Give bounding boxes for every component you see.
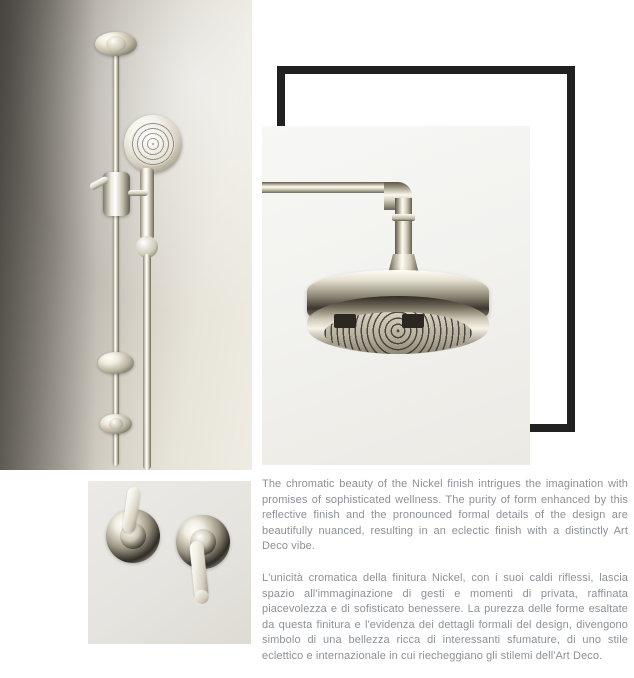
- rain-shower-head-photo: [262, 126, 530, 465]
- hand-shower-handle-icon: [140, 168, 154, 240]
- hand-shower-spray-face-icon: [131, 122, 175, 166]
- rain-head-tab-left-icon: [334, 314, 356, 328]
- wall-shadow-gradient: [0, 0, 96, 470]
- shower-arm-vertical-icon: [395, 198, 412, 260]
- mid-wall-flange-icon: [98, 352, 134, 374]
- lever-handles-photo: [88, 481, 251, 644]
- hand-shower-head-icon: [124, 115, 182, 173]
- slide-rail-icon: [113, 46, 119, 466]
- shower-arm-horizontal-icon: [262, 182, 396, 193]
- shower-hose-icon: [143, 254, 151, 470]
- rain-head-tab-right-icon: [402, 314, 424, 328]
- shower-arm-collar-icon: [392, 214, 415, 221]
- description-paragraph-english: The chromatic beauty of the Nickel finish intrigues the imagination with promises of sophisticated wellness. The purity of form enhanced by this reflective finish and the pronounced formal details of the design are beautifully nuanced, resulting in an eclectic finish with a distinctly Art Deco vibe.: [262, 478, 628, 553]
- shower-slide-bar-photo: [0, 0, 252, 470]
- top-wall-flange-icon: [95, 32, 137, 56]
- lower-wall-flange-icon: [100, 414, 132, 434]
- description-paragraph-italian: L'unicità cromatica della finitura Nickel, con i suoi caldi riflessi, lascia spazio all'immaginazione di gesti e momenti di privata, raffinata piacevolezza e di sofisticato benessere. La purezza delle forme esaltate da questa finitura e l'evidenza dei dettagli formali del design, divengono simbolo di una bellezza ricca di interessanti sfumature, di uno stile eclettico e internazionale in cui riecheggiano gli stilemi dell'Art Deco.: [262, 571, 628, 662]
- description-text-column: [262, 477, 628, 665]
- rail-slider-arm-icon: [128, 190, 148, 196]
